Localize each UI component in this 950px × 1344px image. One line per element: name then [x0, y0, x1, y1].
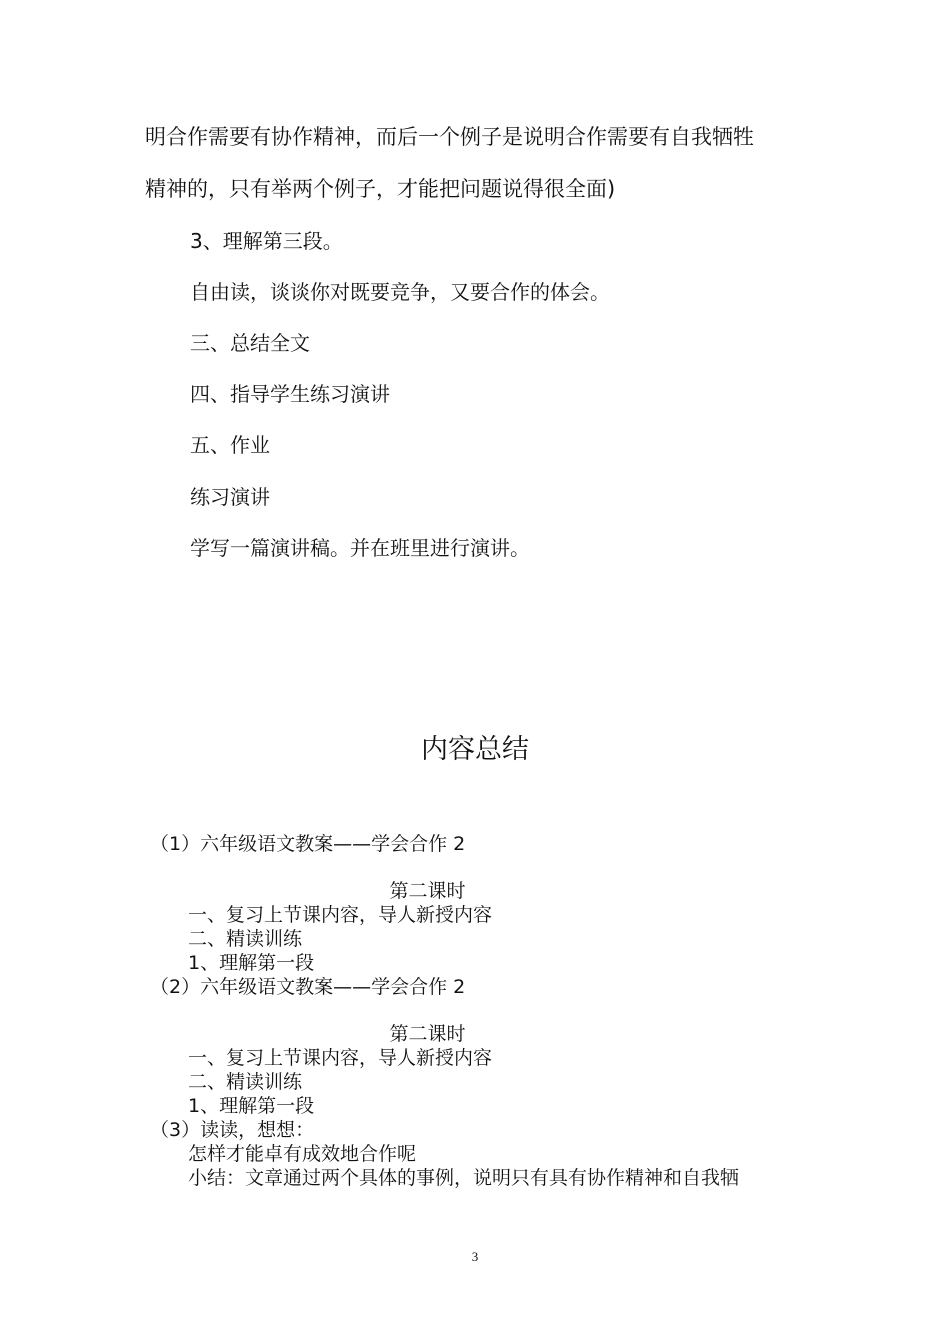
page-number: 3 — [471, 1249, 479, 1264]
summary-item-13: 小结：文章通过两个具体的事例，说明只有具有协作精神和自我牺 — [188, 1167, 740, 1189]
summary-title: 内容总结 — [421, 734, 529, 765]
summary-item-11: （3）读读，想想： — [150, 1119, 315, 1141]
summary-item-1: （1）六年级语文教案——学会合作 2 — [150, 833, 466, 855]
summary-item-3: 一、复习上节课内容，导人新授内容 — [188, 904, 493, 926]
body-line-2: 精神的，只有举两个例子，才能把问题说得很全面) — [145, 177, 616, 201]
summary-item-10: 1、理解第一段 — [188, 1095, 315, 1117]
body-line-9: 学写一篇演讲稿。并在班里进行演讲。 — [190, 536, 530, 560]
summary-item-12: 怎样才能卓有成效地合作呢 — [188, 1143, 417, 1165]
body-line-3: 3、理解第三段。 — [190, 229, 343, 253]
summary-item-2: 第二课时 — [389, 880, 466, 902]
body-line-6: 四、指导学生练习演讲 — [190, 382, 390, 406]
summary-item-7: 第二课时 — [389, 1023, 466, 1045]
summary-item-4: 二、精读训练 — [188, 928, 303, 950]
summary-item-9: 二、精读训练 — [188, 1071, 303, 1093]
body-line-1: 明合作需要有协作精神，而后一个例子是说明合作需要有自我牺牲 — [145, 125, 754, 149]
body-line-4: 自由读，谈谈你对既要竞争，又要合作的体会。 — [190, 280, 610, 304]
summary-item-8: 一、复习上节课内容，导人新授内容 — [188, 1047, 493, 1069]
body-line-7: 五、作业 — [190, 433, 270, 457]
summary-item-6: （2）六年级语文教案——学会合作 2 — [150, 976, 466, 998]
summary-item-5: 1、理解第一段 — [188, 952, 315, 974]
body-line-8: 练习演讲 — [190, 485, 270, 509]
body-line-5: 三、总结全文 — [190, 331, 310, 355]
